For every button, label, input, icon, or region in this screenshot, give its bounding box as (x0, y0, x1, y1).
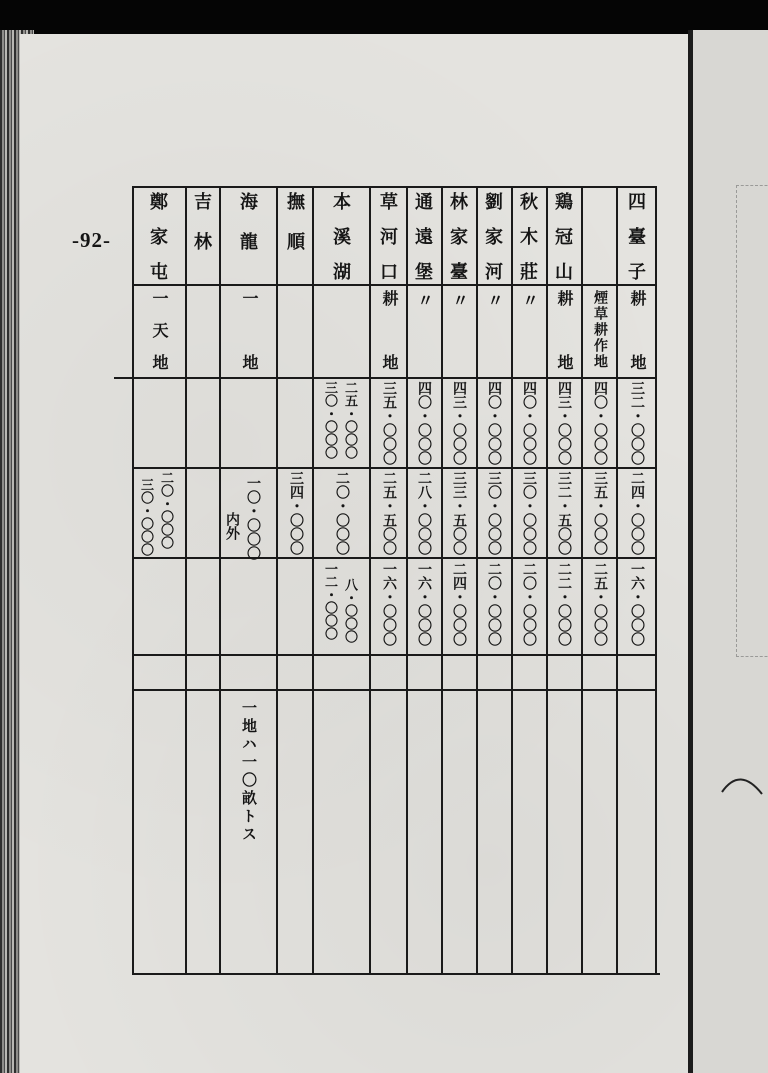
value-cell: 二〇・〇〇〇 (486, 562, 501, 646)
ditto-mark: 〃 (520, 292, 537, 308)
value-cell: 八・〇〇〇 (343, 578, 358, 643)
place-name: 草河口 (378, 192, 398, 280)
place-name: 四臺子 (626, 192, 646, 280)
paper-sheet (20, 34, 688, 1073)
value-cell: 四〇・〇〇〇 (416, 381, 431, 465)
value-cell: 二〇・〇〇〇 (159, 471, 174, 549)
value-cell: 三五・〇〇〇 (592, 471, 607, 555)
value-cell: 三〇・〇〇〇 (139, 478, 154, 556)
table-rule-v (476, 187, 478, 975)
value-cell: 一六・〇〇〇 (416, 562, 431, 646)
value-cell: 二〇・〇〇〇 (521, 562, 536, 646)
value-cell: 四三・〇〇〇 (451, 381, 466, 465)
place-name: 秋木莊 (518, 192, 538, 280)
value-note: 内外 (224, 512, 239, 540)
value-cell: 四〇・〇〇〇 (592, 381, 607, 465)
table-rule-h (132, 467, 657, 469)
ditto-mark: 〃 (485, 292, 502, 308)
place-name: 本溪湖 (331, 192, 351, 280)
value-cell: 三〇・〇〇〇 (486, 471, 501, 555)
value-cell: 三三・五〇〇 (451, 471, 466, 555)
place-name: 海龍 (238, 192, 258, 250)
place-name: 撫順 (285, 192, 305, 250)
land-type: 耕地 (555, 290, 572, 370)
table-rule-v (219, 187, 221, 975)
value-cell: 三二・〇〇〇 (629, 381, 644, 465)
value-cell: 二五・〇〇〇 (592, 562, 607, 646)
table-rule-v (185, 187, 187, 975)
value-cell: 二二・〇〇〇 (556, 562, 571, 646)
value-cell: 三五・〇〇〇 (381, 381, 396, 465)
value-cell: 二五・〇〇〇 (343, 381, 358, 459)
land-type: 一天地 (150, 290, 167, 370)
value-cell: 二四・〇〇〇 (451, 562, 466, 646)
land-type: 煙草耕作地 (592, 290, 607, 368)
value-cell: 三〇・〇〇〇 (323, 381, 338, 459)
table-rule-v (312, 187, 314, 975)
table-rule-v (441, 187, 443, 975)
place-name: 鶏冠山 (553, 192, 573, 280)
table-rule-v (369, 187, 371, 975)
value-cell: 二四・〇〇〇 (629, 471, 644, 555)
table-rule-v (616, 187, 618, 975)
place-name: 鄭家屯 (148, 192, 168, 280)
remark-text: 一地ハ一〇畝トス (240, 700, 256, 844)
value-cell: 三四・〇〇〇 (288, 471, 303, 555)
table-rule-v (655, 187, 657, 975)
value-cell: 四〇・〇〇〇 (486, 381, 501, 465)
land-type: 耕地 (628, 290, 645, 370)
adjacent-page-table-frame (736, 185, 768, 657)
value-cell: 三〇・〇〇〇 (521, 471, 536, 555)
value-cell: 四三・〇〇〇 (556, 381, 571, 465)
land-type: 一地 (240, 290, 257, 370)
value-cell: 一六・〇〇〇 (381, 562, 396, 646)
place-name: 吉林 (192, 192, 212, 250)
place-name: 通遠堡 (413, 192, 433, 280)
value-cell: 二八・〇〇〇 (416, 471, 431, 555)
table-rule-h (132, 689, 657, 691)
place-name: 劉家河 (483, 192, 503, 280)
value-cell: 三二・五〇〇 (556, 471, 571, 555)
value-cell: 二〇・〇〇〇 (334, 471, 349, 555)
value-cell: 一二・〇〇〇 (323, 562, 338, 640)
page-number: -92- (72, 228, 111, 252)
table-rule-v (546, 187, 548, 975)
table-rule-h (132, 557, 657, 559)
place-name: 林家臺 (448, 192, 468, 280)
table-rule-v (132, 187, 134, 975)
value-cell: 一六・〇〇〇 (629, 562, 644, 646)
curve-mark-icon (718, 762, 766, 802)
ditto-mark: 〃 (415, 292, 432, 308)
table-rule-h (132, 654, 657, 656)
value-cell: 一〇・〇〇〇 (245, 476, 260, 560)
value-cell: 四〇・〇〇〇 (521, 381, 536, 465)
ditto-mark: 〃 (450, 292, 467, 308)
table-rule-h (132, 284, 657, 286)
table-rule-v (406, 187, 408, 975)
table-rule-h (132, 186, 657, 188)
table-rule-v (511, 187, 513, 975)
table-rule-h (114, 377, 657, 379)
value-cell: 二五・五〇〇 (381, 471, 396, 555)
table-rule-v (276, 187, 278, 975)
table-rule-v (581, 187, 583, 975)
land-type: 耕地 (380, 290, 397, 370)
